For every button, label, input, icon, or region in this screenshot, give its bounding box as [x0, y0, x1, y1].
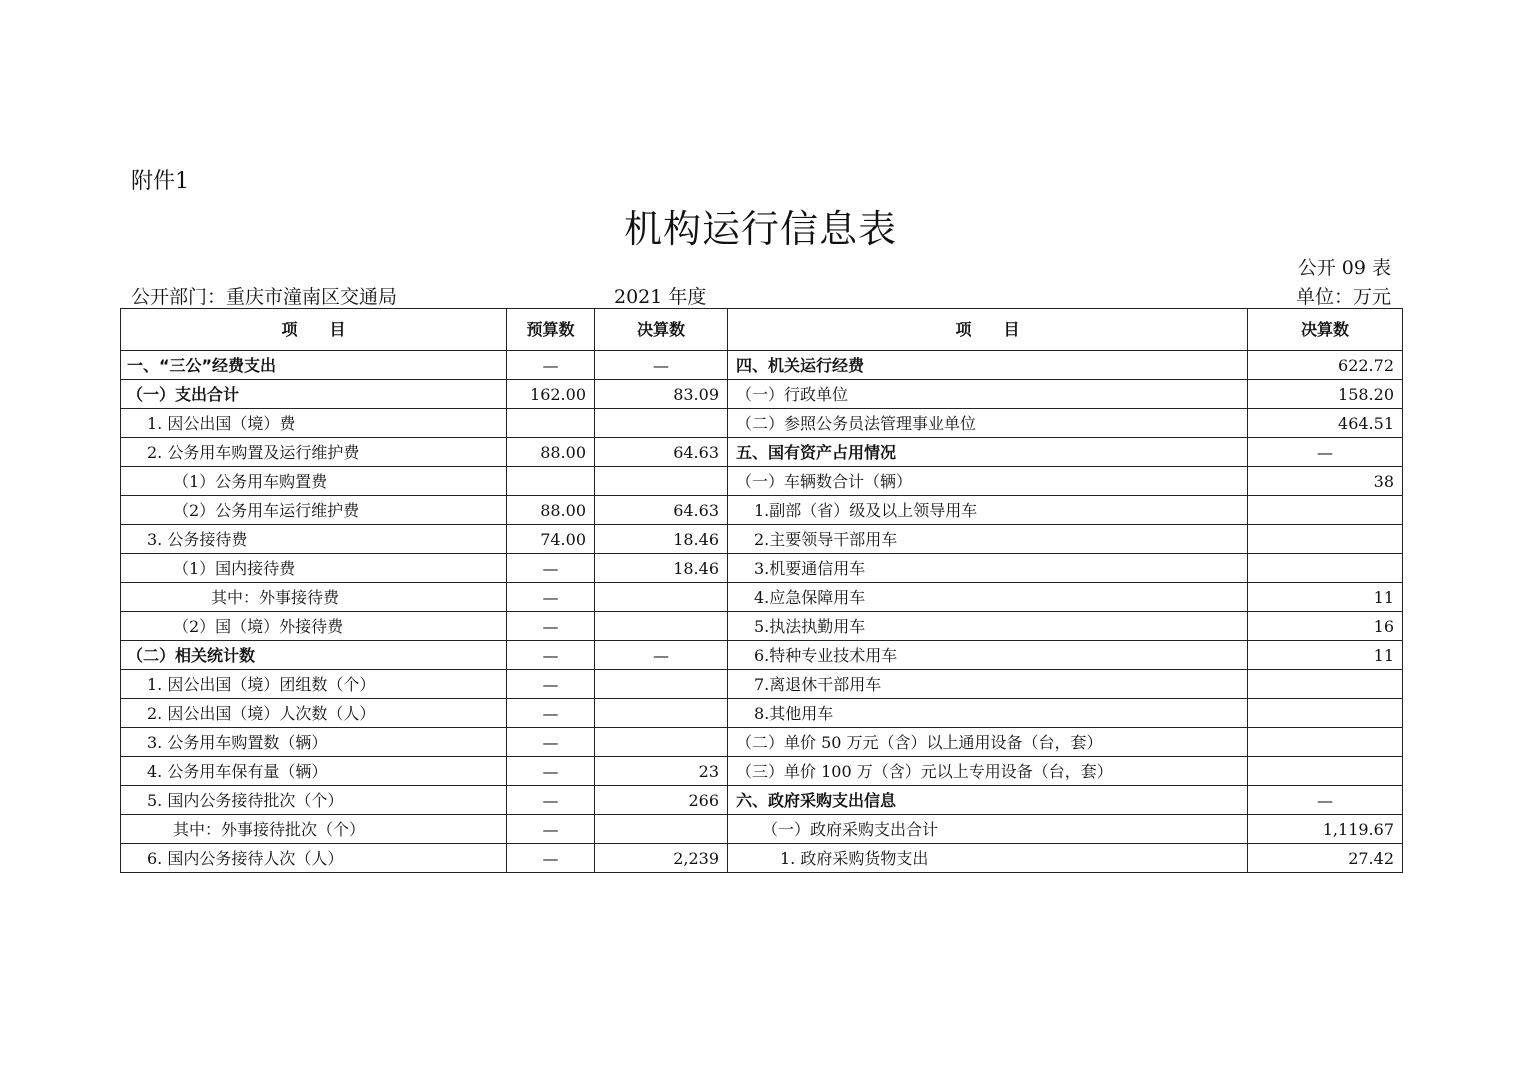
final-cell [595, 699, 728, 728]
right-item-label: （一）行政单位 [728, 380, 1248, 409]
table-row [121, 583, 1403, 612]
right-item-label: （一）政府采购支出合计 [728, 815, 1248, 844]
budget-cell: — [507, 670, 595, 699]
table-row [121, 554, 1403, 583]
left-item-label: （2）国（境）外接待费 [121, 612, 507, 641]
table-row [121, 844, 1403, 873]
final-cell: 266 [595, 786, 728, 815]
left-item-label: 2. 因公出国（境）人次数（人） [121, 699, 507, 728]
unit-label: 单位：万元 [1295, 286, 1391, 308]
header-final-left: 决算数 [595, 309, 728, 351]
budget-cell: — [507, 641, 595, 670]
final-cell: 18.46 [595, 554, 728, 583]
right-item-label: 2.主要领导干部用车 [728, 525, 1248, 554]
table-row [121, 728, 1403, 757]
table-row [121, 525, 1403, 554]
final-cell [595, 612, 728, 641]
budget-cell: — [507, 786, 595, 815]
header-final-right: 决算数 [1248, 309, 1403, 351]
right-item-label: 3.机要通信用车 [728, 554, 1248, 583]
right-item-label: 6.特种专业技术用车 [728, 641, 1248, 670]
right-item-label: 1. 政府采购货物支出 [728, 844, 1248, 873]
right-final-cell [1248, 525, 1403, 554]
right-final-cell [1248, 728, 1403, 757]
budget-cell: — [507, 728, 595, 757]
left-item-label: （一）支出合计 [121, 380, 507, 409]
final-cell: — [595, 641, 728, 670]
table-row [121, 670, 1403, 699]
left-item-label: 1. 因公出国（境）团组数（个） [121, 670, 507, 699]
right-final-cell: 11 [1248, 583, 1403, 612]
left-item-label: 其中：外事接待费 [121, 583, 507, 612]
table-row [121, 786, 1403, 815]
budget-cell: 88.00 [507, 438, 595, 467]
left-item-label: （1）公务用车购置费 [121, 467, 507, 496]
right-final-cell: 1,119.67 [1248, 815, 1403, 844]
right-final-cell: 622.72 [1248, 351, 1403, 380]
header-budget: 预算数 [507, 309, 595, 351]
budget-cell: — [507, 583, 595, 612]
right-item-label: 8.其他用车 [728, 699, 1248, 728]
budget-cell: 88.00 [507, 496, 595, 525]
right-final-cell [1248, 757, 1403, 786]
right-item-label: （一）车辆数合计（辆） [728, 467, 1248, 496]
table-header-row [121, 309, 1403, 351]
final-cell [595, 815, 728, 844]
table-row [121, 496, 1403, 525]
table-row [121, 409, 1403, 438]
right-item-label: 4.应急保障用车 [728, 583, 1248, 612]
right-final-cell: 11 [1248, 641, 1403, 670]
left-item-label: （1）国内接待费 [121, 554, 507, 583]
left-item-label: （二）相关统计数 [121, 641, 507, 670]
attachment-label: 附件1 [131, 169, 189, 194]
form-number: 公开 09 表 [1297, 257, 1391, 279]
header-item-right: 项 目 [728, 309, 1248, 351]
table-row [121, 612, 1403, 641]
right-item-label: 7.离退休干部用车 [728, 670, 1248, 699]
right-item-label: 5.执法执勤用车 [728, 612, 1248, 641]
table-row [121, 699, 1403, 728]
final-cell [595, 583, 728, 612]
final-cell: 18.46 [595, 525, 728, 554]
final-cell [595, 467, 728, 496]
table-row [121, 757, 1403, 786]
table-row [121, 380, 1403, 409]
budget-cell: — [507, 815, 595, 844]
right-final-cell [1248, 670, 1403, 699]
left-item-label: 一、“三公”经费支出 [121, 351, 507, 380]
right-final-cell: 38 [1248, 467, 1403, 496]
table-row [121, 641, 1403, 670]
final-cell: 2,239 [595, 844, 728, 873]
left-item-label: 5. 国内公务接待批次（个） [121, 786, 507, 815]
final-cell [595, 728, 728, 757]
header-item-left: 项 目 [121, 309, 507, 351]
budget-cell: — [507, 351, 595, 380]
table-row [121, 438, 1403, 467]
left-item-label: 2. 公务用车购置及运行维护费 [121, 438, 507, 467]
table-row [121, 815, 1403, 844]
budget-cell: — [507, 757, 595, 786]
table-row [121, 351, 1403, 380]
right-item-label: 四、机关运行经费 [728, 351, 1248, 380]
final-cell: 83.09 [595, 380, 728, 409]
budget-cell: — [507, 612, 595, 641]
left-item-label: 1. 因公出国（境）费 [121, 409, 507, 438]
right-final-cell: — [1248, 786, 1403, 815]
budget-cell: — [507, 554, 595, 583]
final-cell: — [595, 351, 728, 380]
left-item-label: 其中：外事接待批次（个） [121, 815, 507, 844]
table-row [121, 467, 1403, 496]
left-item-label: 3. 公务用车购置数（辆） [121, 728, 507, 757]
right-final-cell: — [1248, 438, 1403, 467]
right-item-label: （二）参照公务员法管理事业单位 [728, 409, 1248, 438]
budget-cell: — [507, 844, 595, 873]
right-item-label: 1.副部（省）级及以上领导用车 [728, 496, 1248, 525]
right-final-cell [1248, 496, 1403, 525]
left-item-label: （2）公务用车运行维护费 [121, 496, 507, 525]
right-item-label: 五、国有资产占用情况 [728, 438, 1248, 467]
fiscal-year: 2021 年度 [614, 286, 707, 308]
final-cell [595, 409, 728, 438]
left-item-label: 3. 公务接待费 [121, 525, 507, 554]
right-final-cell: 16 [1248, 612, 1403, 641]
right-item-label: 六、政府采购支出信息 [728, 786, 1248, 815]
left-item-label: 4. 公务用车保有量（辆） [121, 757, 507, 786]
right-final-cell: 464.51 [1248, 409, 1403, 438]
budget-cell: 162.00 [507, 380, 595, 409]
info-table [120, 308, 1403, 873]
document-title: 机构运行信息表 [623, 207, 897, 251]
department-label: 公开部门：重庆市潼南区交通局 [131, 286, 398, 308]
right-final-cell [1248, 554, 1403, 583]
right-final-cell: 27.42 [1248, 844, 1403, 873]
budget-cell [507, 467, 595, 496]
budget-cell: 74.00 [507, 525, 595, 554]
right-item-label: （三）单价 100 万（含）元以上专用设备（台，套） [728, 757, 1248, 786]
budget-cell [507, 409, 595, 438]
final-cell: 64.63 [595, 438, 728, 467]
right-final-cell [1248, 699, 1403, 728]
final-cell: 64.63 [595, 496, 728, 525]
final-cell: 23 [595, 757, 728, 786]
left-item-label: 6. 国内公务接待人次（人） [121, 844, 507, 873]
right-item-label: （二）单价 50 万元（含）以上通用设备（台，套） [728, 728, 1248, 757]
final-cell [595, 670, 728, 699]
right-final-cell: 158.20 [1248, 380, 1403, 409]
budget-cell: — [507, 699, 595, 728]
